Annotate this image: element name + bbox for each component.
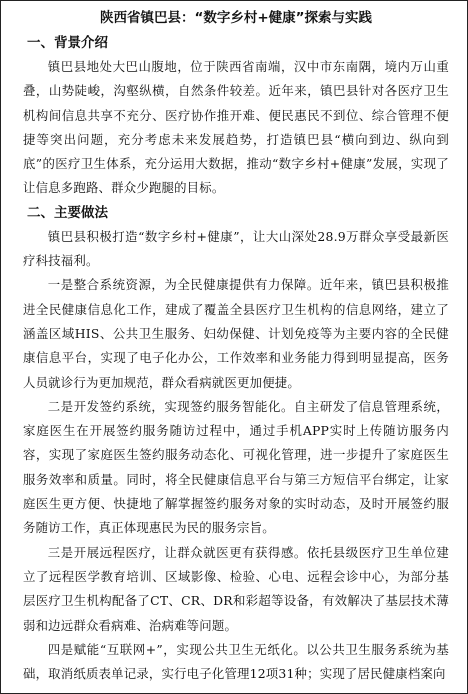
- document-title: 陕西省镇巴县：“数字乡村+健康”探索与实践: [99, 10, 373, 26]
- section-heading-background: 一、背景介绍: [27, 35, 108, 51]
- practice-paragraph-remote-medical: 三是开展远程医疗，让群众就医更有获得感。依托县级医疗卫生单位建立了远程医学教育培训、区域影像、检验、心电、远程会诊中心，为部分基层医疗卫生机构配备了CT、CR、DR和彩超等设备，有效解决了基层技术薄弱和边远群众看病难、治病难等问题。: [23, 544, 449, 633]
- background-paragraph: 镇巴县地处大巴山腹地，位于陕西省南端，汉中市东南隅，境内万山重叠，山势陡峻，沟壑纵横，自然条件较差。近年来，镇巴县针对各医疗卫生机构间信息共享不充分、医疗协作推开难、便民惠民不到位、综合管理不便捷等突出问题，充分考虑未来发展趋势，打造镇巴县“横向到边、纵向到底”的医疗卫生体系，充分运用大数据，推动“数字乡村+健康”发展，实现了让信息多跑路、群众少跑腿的目标。: [23, 59, 449, 196]
- section-heading-practices: 二、主要做法: [27, 204, 108, 221]
- practice-paragraph-signing-system: 二是开发签约系统，实现签约服务智能化。自主研发了信息管理系统，家庭医生在开展签约服务随访过程中，通过手机APP实时上传随访服务内容，实现了家庭医生签约服务动态化、可视化管理，进一步提升了家庭医生服务效率和质量。同时，将全民健康信息平台与第三方短信平台绑定，让家庭医生更方便、快捷地了解掌握签约服务对象的实时动态，及时开展签约服务随访工作，真正体现惠民为民的服务宗旨。: [23, 398, 449, 536]
- practices-intro-paragraph: 镇巴县积极打造“数字乡村+健康”，让大山深处28.9万群众享受最新医疗科技福利。: [23, 228, 449, 269]
- practice-paragraph-system-integration: 一是整合系统资源，为全民健康提供有力保障。近年来，镇巴县积极推进全民健康信息化工作，建成了覆盖全县医疗卫生机构的信息网络，建立了涵盖区域HIS、公共卫生服务、妇幼保健、计划免疫等为主要内容的全民健康信息平台，实现了电子化办公，工作效率和业务能力得到明显提高，医务人员就诊行为更加规范，群众看病就医更加便捷。: [23, 277, 449, 390]
- practice-paragraph-internet-plus: 四是赋能“互联网+”，实现公共卫生无纸化。以公共卫生服务系统为基础，取消纸质表单记录，实行电子化管理12项31种；实现了居民健康档案向: [23, 641, 449, 682]
